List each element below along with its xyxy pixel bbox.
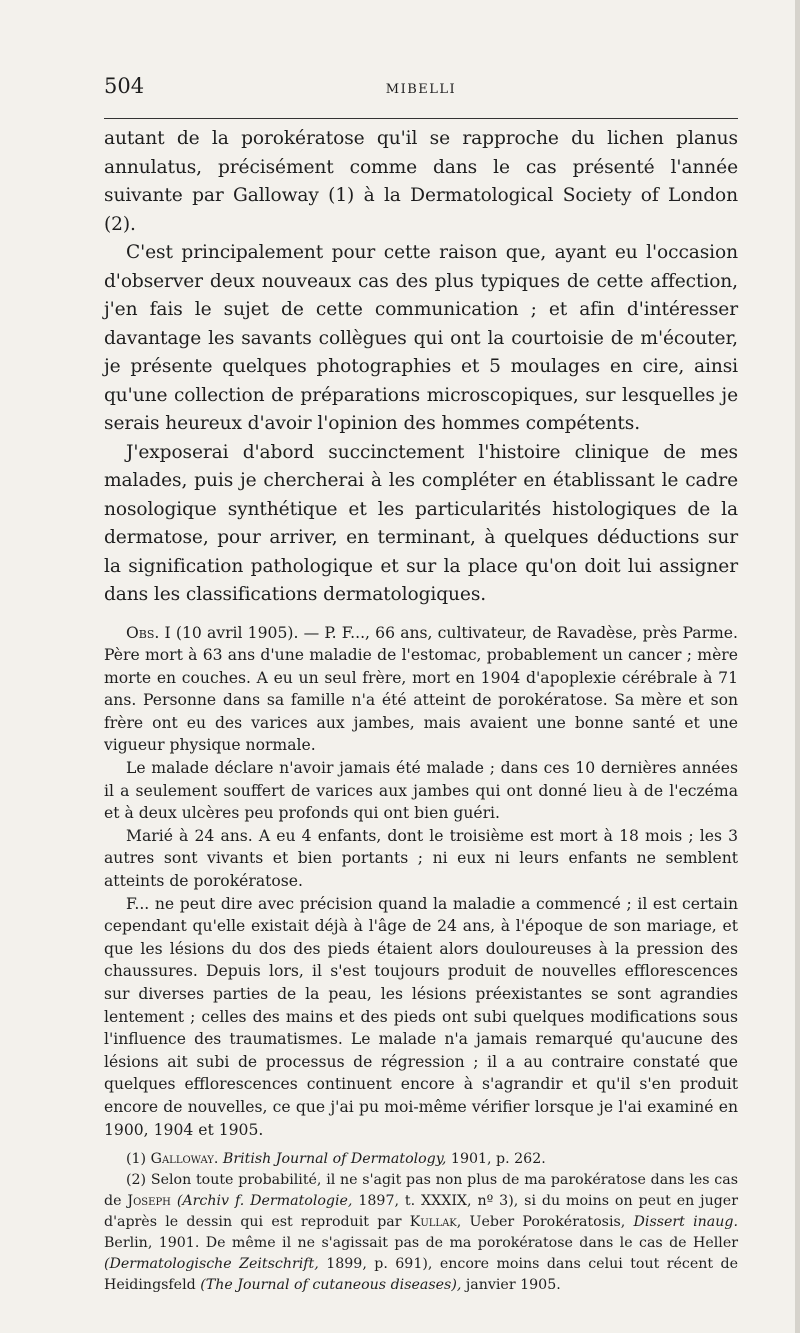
page-number: 504 [104, 74, 145, 98]
observation-text: (10 avril 1905). — P. F..., 66 ans, cultivateur, de Ravadèse, près Parme. Père mort à 63 ans d'une maladie de l'estomac, probablement un cancer ; mère morte en couches. A eu un seul frère, mort en 1904 d'apoplexie cérébrale à 71 ans. Personne dans sa famille n'a été atteint de porokératose. Sa mère et son frère ont eu des varices aux jambes, mais avaient une bonne santé et une vigueur physique normale. [104, 623, 738, 755]
footnote-journal: (The Journal of cutaneous diseases), [200, 1277, 462, 1294]
footnote-text: 1897, t. XXXIX, nº 3), si du moins on peut en juger d'après le dessin qui est reproduit par [104, 1193, 738, 1231]
footnote-author: Galloway. [150, 1151, 219, 1168]
observation-paragraph: F... ne peut dire avec précision quand la maladie a commencé ; il est certain cependant qu'elle existait déjà à l'âge de 24 ans, à l'époque de son mariage, et que les lésions du dos des pieds étaient alors douloureuses à la pression des chaussures. Depuis lors, il s'est toujours produit de nouvelles efflorescences sur diverses parties de la peau, les lésions préexistantes se sont agrandies lentement ; celles des mains et des pieds ont subi quelques modifications sous l'influence des traumatismes. Le malade n'a jamais remarqué qu'aucune des lésions ait subi de processus de régression ; il a au contraire constaté que quelques efflorescences continuent encore à s'agrandir et qu'il s'en produit encore de nouvelles, ce que j'ai pu moi-même vérifier lorsque je l'ai examiné en 1900, 1904 et 1905. [104, 894, 738, 1139]
footnote-text: Selon toute probabilité, il ne s'agit pas non plus de ma parokératose dans les cas de [104, 1172, 738, 1210]
footnote-mark: (1) [126, 1151, 147, 1168]
observation-paragraph [104, 622, 738, 758]
running-head [104, 70, 738, 98]
footnote-journal: Dissert inaug. [633, 1214, 738, 1231]
page-edge [795, 0, 800, 1333]
header-rule [104, 118, 738, 119]
footnotes [104, 1149, 738, 1296]
observation-section [104, 622, 738, 1142]
footnote-text: Berlin, 1901. De même il ne s'agissait pas de ma porokératose dans le cas de Heller [104, 1235, 738, 1252]
paragraph: C'est principalement pour cette raison que, ayant eu l'occasion d'observer deux nouveaux cas des plus typiques de cette affection, j'en fais le sujet de cette communication ; et afin d'intéresser davantage les savants collègues qui ont la courtoisie de m'écouter, je présente quelques photographies et 5 moulages en cire, ainsi qu'une collection de préparations microscopiques, sur lesquelles je serais heureux d'avoir l'opinion des hommes compétents. [104, 242, 738, 434]
footnote-2 [104, 1170, 738, 1296]
footnote-text: janvier 1905. [465, 1277, 561, 1294]
footnote-1 [104, 1149, 738, 1170]
observation-paragraph: Marié à 24 ans. A eu 4 enfants, dont le troisième est mort à 18 mois ; les 3 autres sont vivants et bien portants ; ni eux ni leurs enfants ne semblent atteints de porokératose. [104, 826, 738, 891]
running-title: MIBELLI [385, 82, 457, 97]
footnote-journal: (Dermatologische Zeitschrift, [104, 1256, 319, 1273]
footnote-journal: (Archiv f. Dermatologie, [176, 1193, 353, 1210]
footnote-text: 1899, p. 691), encore moins dans celui tout récent de Heidingsfeld [104, 1256, 738, 1294]
footnote-journal: British Journal of Dermatology, [222, 1151, 447, 1168]
paragraph-continuation: autant de la porokératose qu'il se rapproche du lichen planus annulatus, précisément comme dans le cas présenté l'année suivante par Galloway (1) à la Dermatological Society of London (2). [104, 128, 738, 235]
paragraph: J'exposerai d'abord succinctement l'histoire clinique de mes malades, puis je chercherai à les compléter en établissant le cadre nosologique synthétique et les particularités histologiques de la dermatose, pour arriver, en terminant, à quelques déductions sur la signification pathologique et sur la place qu'on doit lui assigner dans les classifications dermatologiques. [104, 441, 738, 605]
observation-label: Obs. I [126, 623, 171, 642]
footnote-text: 1901, p. 262. [450, 1151, 546, 1168]
observation-paragraph: Le malade déclare n'avoir jamais été malade ; dans ces 10 dernières années il a seulement souffert de varices aux jambes qui ont donné lieu à de l'eczéma et à deux ulcères peu profonds qui ont bien guéri. [104, 759, 738, 823]
main-text [104, 125, 738, 610]
footnote-mark: (2) [126, 1172, 147, 1189]
footnote-author: Joseph [127, 1193, 171, 1210]
footnote-author: Kullak, [409, 1214, 462, 1231]
footnote-text: Ueber Porokératosis, [469, 1214, 626, 1231]
book-page [104, 70, 738, 1296]
